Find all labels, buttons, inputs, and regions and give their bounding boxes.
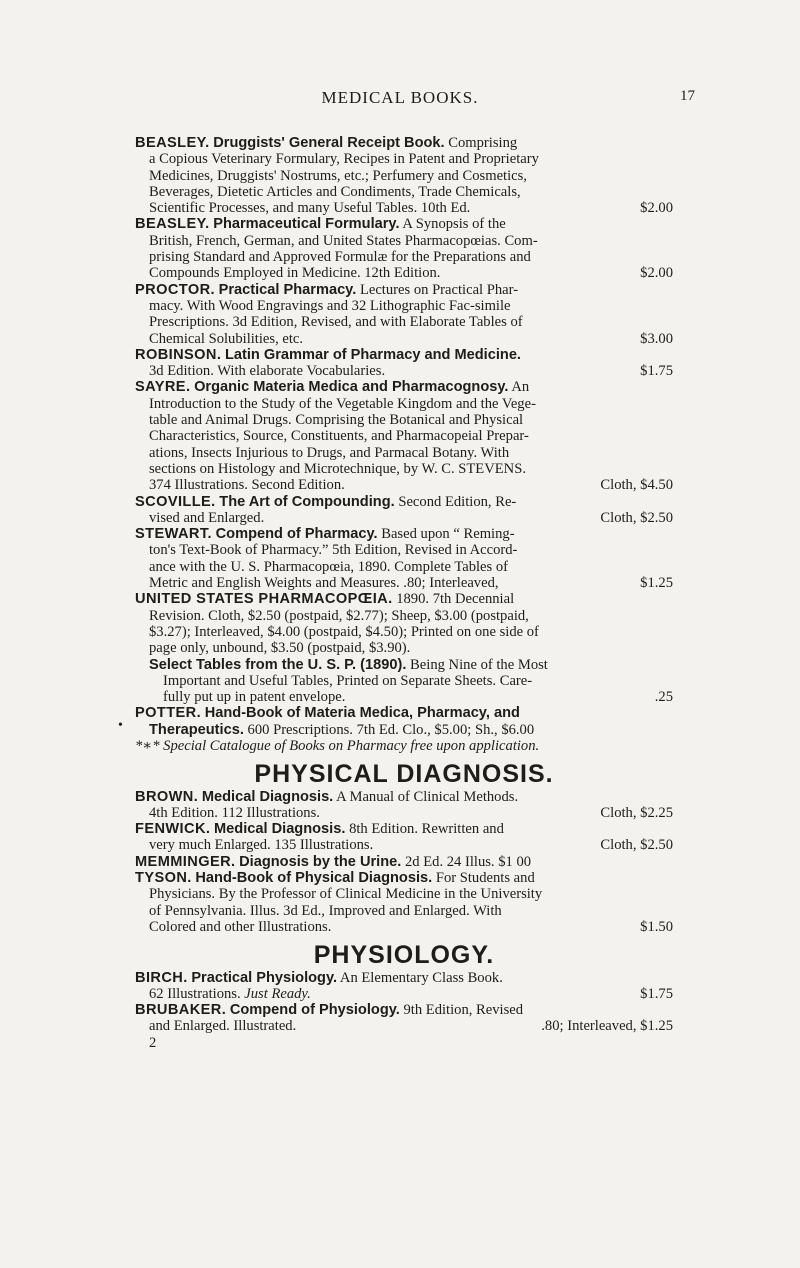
entry-title: Practical Pharmacy. bbox=[218, 281, 357, 298]
entry-price: .25 bbox=[654, 689, 673, 706]
entry-title: Druggists' General Receipt Book. bbox=[213, 135, 445, 151]
entry-price: $1.50 bbox=[640, 918, 673, 935]
list-item: BIRCH. Practical Physiology. An Elementary Class Book. 62 Illustrations. Just Ready. $1.75 bbox=[135, 969, 673, 1002]
list-item: BEASLEY. Pharmaceutical Formulary. A Synopsis of the British, French, German, and United States Pharmacopœias. Com- prising Standard and Approved Formulæ for the Preparations and Compounds Employed in Medicine. 12th Edition. $2.00 bbox=[135, 216, 673, 282]
entry-title: Compend of Pharmacy. bbox=[215, 526, 378, 543]
entry-price: Cloth, $2.50 bbox=[600, 509, 673, 526]
asterism: *∗* bbox=[135, 737, 160, 754]
entry-author: BEASLEY. bbox=[135, 216, 210, 233]
list-item: BRUBAKER. Compend of Physiology. 9th Edition, Revised and Enlarged. Illustrated. .80; Interleaved, $1.25 bbox=[135, 1002, 673, 1035]
margin-bullet: • bbox=[118, 718, 123, 733]
entry-author: UNITED STATES PHARMACOPŒIA. bbox=[135, 591, 393, 608]
entry-price: Cloth, $2.25 bbox=[600, 804, 673, 821]
section-heading: PHYSIOLOGY. bbox=[313, 941, 495, 970]
entry-author: STEWART. bbox=[135, 526, 212, 543]
entry-author: MEMMINGER. bbox=[135, 853, 236, 870]
entry-title: Hand-Book of Materia Medica, Pharmacy, and bbox=[204, 705, 520, 722]
entry-title: Medical Diagnosis. bbox=[214, 821, 346, 838]
entry-title: 1890. 7th Decennial bbox=[396, 591, 515, 608]
list-item: POTTER. Hand-Book of Materia Medica, Pharmacy, and Therapeutics. 600 Prescriptions. 7th Ed. Clo., $5.00; Sh., $6.00 bbox=[135, 705, 535, 738]
entry-price: $1.25 bbox=[640, 575, 673, 592]
section-heading: PHYSICAL DIAGNOSIS. bbox=[254, 760, 554, 789]
entry-price: .80; Interleaved, $1.25 bbox=[541, 1018, 673, 1035]
entry-title: Practical Physiology. bbox=[191, 969, 338, 986]
entry-author: BROWN. bbox=[135, 788, 199, 805]
list-item: STEWART. Compend of Pharmacy. Based upon “ Reming- ton's Text-Book of Pharmacy.” 5th Edition, Revised in Accord- ance with the U. S. Pharmacopœia, 1890. Complete Tables of Metric and English Weights and Measures. .80; Interleaved, $1.25 bbox=[135, 526, 673, 592]
entry-title: Medical Diagnosis. bbox=[201, 788, 334, 805]
entry-title: Pharmaceutical Formulary. bbox=[213, 216, 400, 233]
entry-author: SCOVILLE. bbox=[135, 493, 216, 510]
running-head: MEDICAL BOOKS. bbox=[321, 88, 479, 107]
entry-title: Organic Materia Medica and Pharmacognosy. bbox=[194, 379, 509, 396]
page-number: 17 bbox=[680, 88, 695, 104]
list-item: SCOVILLE. The Art of Compounding. Second Edition, Re- vised and Enlarged. Cloth, $2.50 bbox=[135, 493, 673, 526]
entry-title: Latin Grammar of Pharmacy and Medicine. bbox=[224, 346, 521, 363]
list-item: FENWICK. Medical Diagnosis. 8th Edition. Rewritten and very much Enlarged. 135 Illustrations. Cloth, $2.50 bbox=[135, 821, 673, 854]
entry-title: Hand-Book of Physical Diagnosis. bbox=[195, 870, 433, 887]
entry-title: Compend of Physiology. bbox=[229, 1002, 400, 1019]
entry-price: Cloth, $2.50 bbox=[600, 837, 673, 854]
entry-title: Diagnosis by the Urine. bbox=[239, 853, 402, 870]
entry-author: FENWICK. bbox=[135, 821, 211, 838]
list-item: TYSON. Hand-Book of Physical Diagnosis. For Students and Physicians. By the Professor of Clinical Medicine in the University of Pennsylvania. Illus. 3d Ed., Improved and Enlarged. With Colored and other Illustrations. $1.50 bbox=[135, 870, 673, 935]
entry-price: $1.75 bbox=[640, 363, 673, 380]
signature-mark: 2 bbox=[149, 1034, 157, 1051]
list-item: UNITED STATES PHARMACOPŒIA. 1890. 7th Decennial Revision. Cloth, $2.50 (postpaid, $2.77); Sheep, $3.00 (postpaid, $3.27); Interleaved, $4.00 (postpaid, $4.50); Printed on one side of page only, unbound, $3.50 (postpaid, $3.90). bbox=[135, 591, 539, 657]
entry-title: Select Tables from the U. S. P. (1890). bbox=[149, 656, 407, 673]
list-item: Select Tables from the U. S. P. (1890). Being Nine of the Most Important and Useful Tables, Printed on Separate Sheets. Care- fully put up in patent envelope. .25 bbox=[149, 656, 673, 706]
catalogue-notice: *∗* Special Catalogue of Books on Pharmacy free upon application. bbox=[135, 737, 540, 754]
list-item: BEASLEY. Druggists' General Receipt Book. Comprising a Copious Veterinary Formulary, Recipes in Patent and Proprietary Medicines, Druggists' Nostrums, etc.; Perfumery and Cosmetics, Beverages, Dietetic Articles and Condiments, Trade Chemicals, Scientific Processes, and many Useful Tables. 10th Ed. $2.00 bbox=[135, 135, 673, 217]
entry-author: PROCTOR. bbox=[135, 281, 215, 298]
entry-price: $2.00 bbox=[640, 265, 673, 282]
list-item: ROBINSON. Latin Grammar of Pharmacy and Medicine. 3d Edition. With elaborate Vocabularies. $1.75 bbox=[135, 346, 673, 380]
entry-author: ROBINSON. bbox=[135, 346, 222, 363]
entry-author: BIRCH. bbox=[135, 969, 188, 986]
entry-author: SAYRE. bbox=[135, 379, 191, 396]
list-item: MEMMINGER. Diagnosis by the Urine. 2d Ed. 24 Illus. $1 00 bbox=[135, 853, 532, 870]
entry-author: BEASLEY. bbox=[135, 135, 210, 151]
entry-price: $3.00 bbox=[640, 330, 673, 347]
list-item: PROCTOR. Practical Pharmacy. Lectures on Practical Phar- macy. With Wood Engravings and 32 Lithographic Fac-simile Prescriptions. 3d Edition, Revised, and with Elaborate Tables of Chemical Solubilities, etc. $3.00 bbox=[135, 281, 673, 347]
entry-price: $2.00 bbox=[640, 200, 673, 217]
entry-title: The Art of Compounding. bbox=[219, 493, 395, 510]
entry-price: $1.75 bbox=[640, 985, 673, 1002]
list-item: BROWN. Medical Diagnosis. A Manual of Clinical Methods. 4th Edition. 112 Illustrations. Cloth, $2.25 bbox=[135, 788, 673, 821]
entry-author: BRUBAKER. bbox=[135, 1002, 227, 1019]
list-item: SAYRE. Organic Materia Medica and Pharmacognosy. An Introduction to the Study of the Vegetable Kingdom and the Vege- table and Animal Drugs. Comprising the Botanical and Physical Characteristics, Source, Constituents, and Pharmacopeial Prepar- ations, Insects Injurious to Drugs, and Parmacal Botany. With sections on Histology and Microtechnique, by W. C. STEVENS. 374 Illustrations. Second Edition. Cloth, $4.50 bbox=[135, 379, 673, 494]
catalogue-content bbox=[135, 135, 673, 1051]
entry-price: Cloth, $4.50 bbox=[600, 477, 673, 494]
entry-author: POTTER. bbox=[135, 705, 202, 722]
entry-author: TYSON. bbox=[135, 870, 192, 887]
